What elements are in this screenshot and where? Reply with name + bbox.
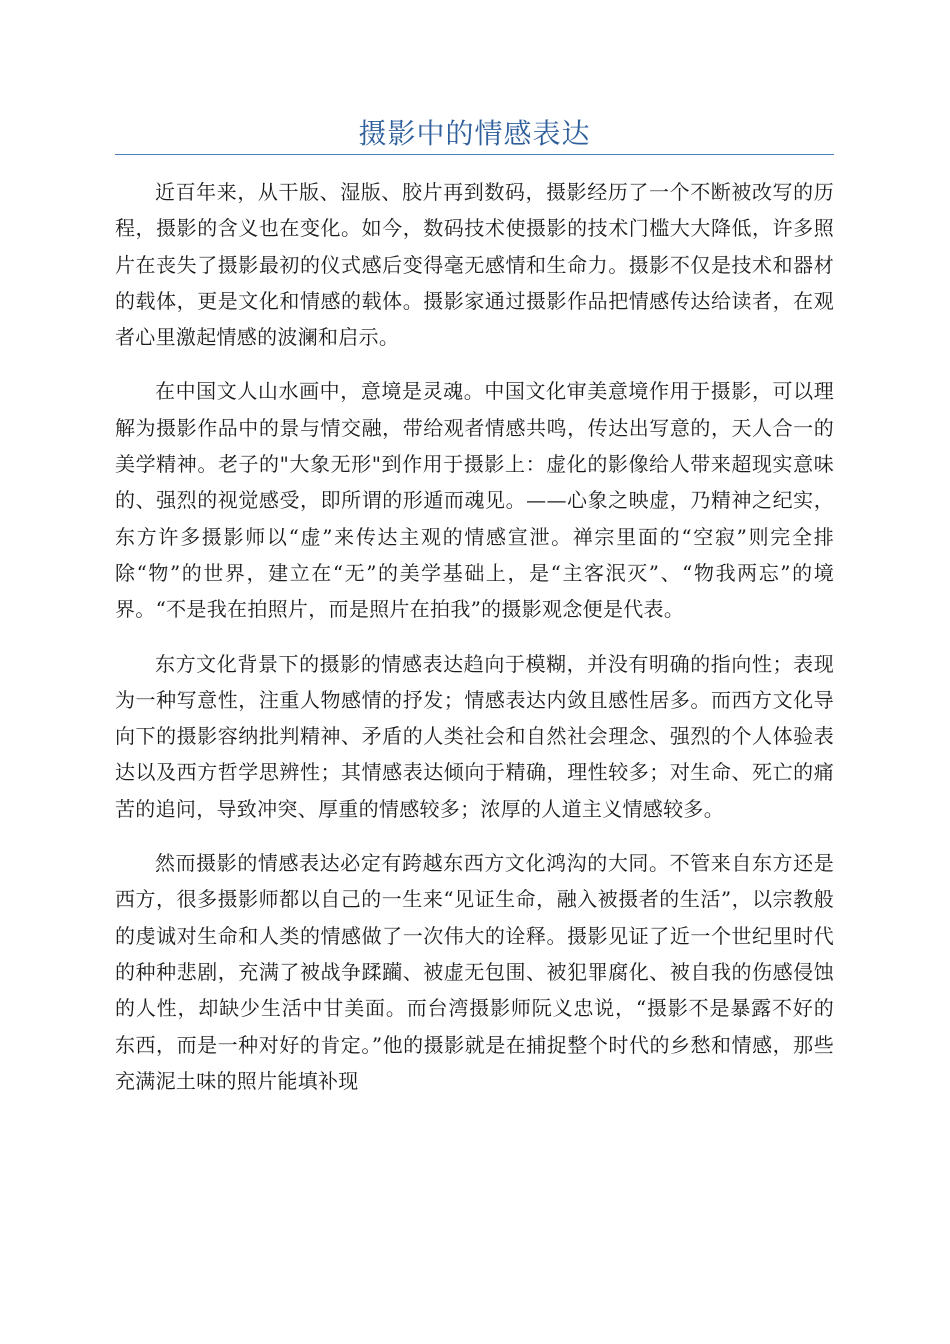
document-title: 摄影中的情感表达 [358,117,591,150]
paragraph-4: 然而摄影的情感表达必定有跨越东西方文化鸿沟的大同。不管来自东方还是西方，很多摄影师都以自己的一生来“见证生命，融入被摄者的生活”，以宗教般的虔诚对生命和人类的情感做了一次伟大的诠释。摄影见证了近一个世纪里时代的种种悲剧，充满了被战争蹂躏、被虚无包围、被犯罪腐化、被自我的伤感侵蚀的人性，却缺少生活中甘美面。而台湾摄影师阮义忠说，“摄影不是暴露不好的东西，而是一种对好的肯定。”他的摄影就是在捕捉整个时代的乡愁和情感，那些充满泥土味的照片能填补现 [115,851,834,1093]
paragraph-2: 在中国文人山水画中，意境是灵魂。中国文化审美意境作用于摄影，可以理解为摄影作品中的景与情交融，带给观者情感共鸣，传达出写意的，天人合一的美学精神。老子的"大象无形"到作用于摄影上：虚化的影像给人带来超现实意味的、强烈的视觉感受，即所谓的形遁而魂见。——心象之映虚，乃精神之纪实，东方许多摄影师以“虚”来传达主观的情感宣泄。禅宗里面的“空寂”则完全排除“物”的世界，建立在“无”的美学基础上，是“主客泯灭”、“物我两忘”的境界。“不是我在拍照片，而是照片在拍我”的摄影观念便是代表。 [115,379,834,622]
paragraph-3: 东方文化背景下的摄影的情感表达趋向于模糊，并没有明确的指向性；表现为一种写意性，注重人物感情的抒发；情感表达内敛且感性居多。而西方文化导向下的摄影容纳批判精神、矛盾的人类社会和自然社会理念、强烈的个人体验表达以及西方哲学思辨性；其情感表达倾向于精确，理性较多；对生命、死亡的痛苦的追问，导致冲突、厚重的情感较多；浓厚的人道主义情感较多。 [115,651,834,821]
title-underline [115,154,834,155]
paragraph-1: 近百年来，从干版、湿版、胶片再到数码，摄影经历了一个不断被改写的历程，摄影的含义也在变化。如今，数码技术使摄影的技术门槛大大降低，许多照片在丧失了摄影最初的仪式感后变得毫无感情和生命力。摄影不仅是技术和器材的载体，更是文化和情感的载体。摄影家通过摄影作品把情感传达给读者，在观者心里激起情感的波澜和启示。 [115,180,834,350]
document-body [115,174,834,1117]
